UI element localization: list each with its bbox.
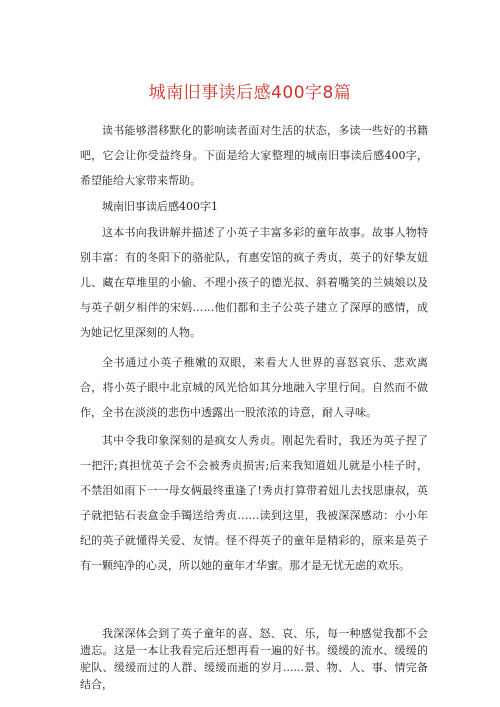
body-paragraph: 我深深体会到了英子童年的喜、怒、哀、乐，每一种感觉我都不会遗忘。这是一本让我看完后还想再看一遍的好书。缓缓的流水、缓缓的驼队、缓缓而过的人群、缓缓而逝的岁月......景、物、人、事、情完备结合， [80,627,428,691]
body-paragraph: 全书通过小英子稚嫩的双眼，来看大人世界的喜怒哀乐、悲欢离合，将小英子眼中北京城的风光恰如其分地融入字里行间。自然而不做作，全书在淡淡的悲伤中透露出一股浓浓的诗意，耐人寻味。 [80,356,428,419]
section-heading: 城南旧事读后感400字1 [102,200,218,213]
document-title: 城南旧事读后感400字8篇 [148,83,352,103]
intro-paragraph: 读书能够潜移默化的影响读者面对生活的状态，多读一些好的书籍吧，它会让你受益终身。下面是给大家整理的城南旧事读后感400字，希望能给大家带来帮助。 [80,124,428,187]
body-paragraph: 其中令我印象深刻的是疯女人秀贞。刚起先看时，我还为英子捏了一把汗;真担忧英子会不会被秀贞损害;后来我知道妞儿就是小桂子时，不禁泪如雨下一一母女俩最终重逢了!秀贞打算带着妞儿去找思康叔，英子就把钻石表盒金手镯送给秀贞……读到这里，我被深深感动：小小年纪的英子就懂得关爱、友情。怪不得英子的童年是精彩的，原来是英子有一颗纯净的心灵，所以她的童年才华蜜。那才是无忧无虑的欢乐。 [80,434,428,572]
body-paragraph: 这本书向我讲解并描述了小英子丰富多彩的童年故事。故事人物特别丰富：有的冬阳下的骆驼队，有惠安馆的疯子秀贞，英子的好挚友妞儿、藏在草堆里的小偷、不理小孩子的德光叔、斜着嘴笑的兰姨娘以及与英子朝夕相伴的宋妈……他们都和主子公英子建立了深厚的感情，成为她记忆里深刻的人物。 [80,226,428,339]
